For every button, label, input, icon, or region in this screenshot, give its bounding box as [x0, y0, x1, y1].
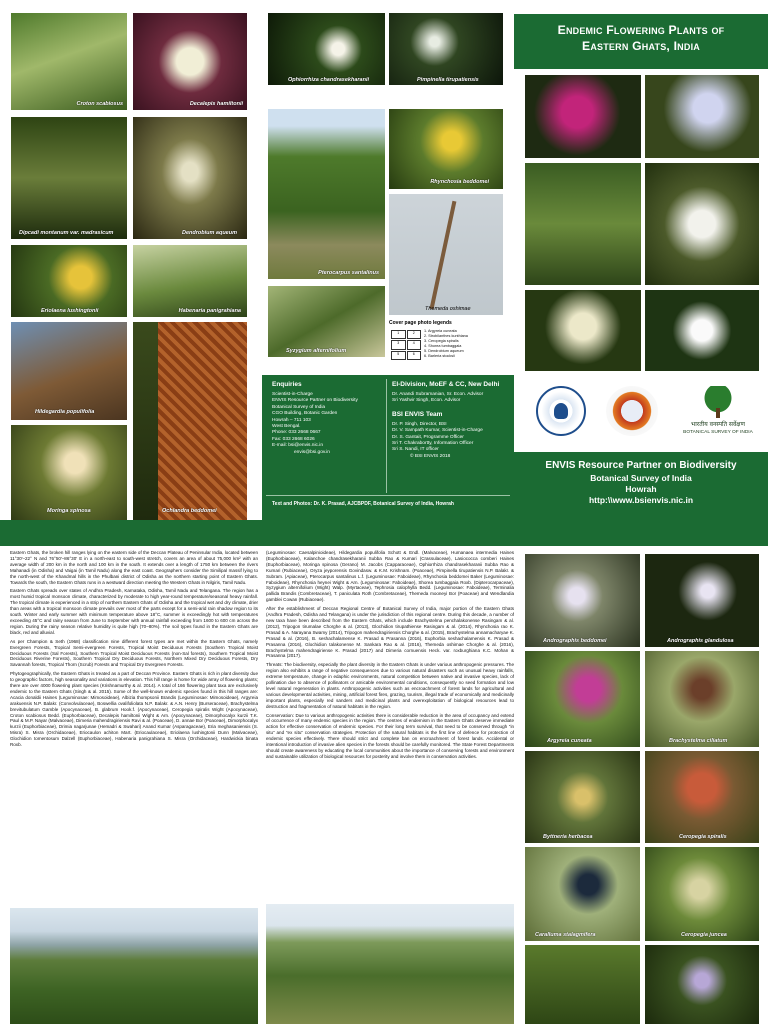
eidiv-divider — [386, 379, 387, 493]
eidiv-section — [392, 381, 512, 460]
panel-photo-grid-2 — [262, 0, 514, 520]
caption: Pterocarpus santalinus — [318, 270, 379, 276]
enquiry-line: CGO Building, Botanic Garden — [272, 411, 338, 417]
photo-hildegardia — [11, 322, 127, 420]
caption: Habenaria panigrahiana — [178, 308, 241, 314]
paragraph: Phytogeographically, the Eastern Ghats is treated as a part of Deccan Province. Eastern Ghats is rich in plant diversity due to geographic factors, high seasonality and variations in elevation. This hill range is home for wide array of flowering plants; there are over 4000 flowering plant species (Krishnamurthy & al. 2014). A total of 166 flowering plant taxa are exclusively endemic to the Eastern Ghats (Singh & al. 2015). Some of the well-known endemic species found in this hill ranges are: Acacia donaldii Haines (Leguminosae: Mimosoideae), Albizia thompsonii Brandis (Leguminosae: Mimosoideae), Argyreia arakuensis N.P. Balakr. (Convolvulaceae), Boswellia ovalifoliolata N.P. Balakr. & A.N. Henry (Burseraceae), Brachystelma brevitubulatum Gamble (Apocynaceae), B. glabrum Hook.f. (Apocynaceae), Ceropegia spiralis Wight (Apocynaceae), Croton scabiosus Bedd. (Euphorbiaceae), Decalepis hamiltonii Wight & Arn. (Apocynaceae), Dimorphocalyx kurzii T.K. Paul & M.P. Nayar (Malvaceae), Dimeria mahendragiriensis Ravi & al. (Poaceae), D. annae Bor (Poaceae), Dimorphocalyx kurzii (Euphorbiaceae), Drimia nagarjunae (Hemadri & Swahari) Anand Kumar (Asparagaceae), Eria meghasaniensis (S. Misra) S. Misra (Orchidaceae), Eriocaulon achiton Mart. (Eriocaulaceae), Eriolaena lushingtonii Dunn (Malvaceae), Glochidion tomentosum Dalzell (Euphorbiaceae), Habenaria panigrahiana S. Misra (Orchidaceae), Hardwickia binata Roxb. — [10, 671, 258, 748]
bsi-trunk — [716, 408, 720, 418]
caption: Ophiorrhiza chandrasekharanii — [288, 77, 369, 83]
legend-item: 6. Barleria stocksii — [424, 354, 455, 359]
partner-url[interactable]: http:\\www.bsienvis.nic.in — [588, 495, 694, 505]
partner-line1: ENVIS Resource Partner on Biodiversity — [545, 460, 737, 471]
legend-item: 2. Strobilanthes kunthiana — [424, 334, 468, 339]
legend-list — [424, 329, 468, 360]
photo-eriolaena — [11, 245, 127, 317]
legend-item: 1. Argyreia cuneata — [424, 329, 457, 333]
photo-croton — [11, 13, 127, 110]
enquiry-line: Phone: 033 2668 0667 — [272, 430, 321, 436]
photo-byttneria — [525, 751, 640, 843]
credit-line: Text and Photos: Dr. K. Prasad, AJCBPDF, Botanical Survey of India, Howrah — [272, 501, 454, 507]
caption: Ceropegia spiralis — [679, 834, 727, 840]
cover-photo-2 — [645, 75, 759, 158]
caption: Andrographis glandulosa — [667, 638, 734, 644]
photo-andrographis-glandulosa — [645, 554, 759, 647]
photo-bottom-right — [645, 945, 759, 1024]
enquiry-line: Fax: 033 2668 6026 — [272, 436, 315, 442]
team-line: Dr. V. Sampath Kumar, Scientist-in-Charge — [392, 428, 483, 434]
paragraph: After the establishment of Deccan Regional Centre of Botanical Survey of India, major portion of the Eastern Ghats (Andhra Pradesh, Odisha and Telangana) is under the jurisdiction of this regional centre. During this decade, a number of new taxa have been described from the Eastern Ghats, which include Brachystelma penchalakonense Rasingam & al. (2012), Tripogon tirumalae Chorghe & al. (2013), Glochidion tirupathiense Rasingam & al. (2014), Rhynchosia rao K. Prasad & A. Narayana Swamy (2014), Tripogon mahendragiriensis Chorghe & al. (2015), Brachystelma annamacharyae K. Prasad & al. (2016), B. seshachalamense K. Prasad & Prasanna (2016), Euphorbia seshachalamensis K. Prasad & Prasanna (2016), Glochidion talakonense M. Sankara Rao & al. (2016), Themeda oshimae Chorghe & al. (2016), Brachystelma mahendragiriense K. Prasad (2017) and Dimeria cornuensis Heck. var. roxburghiana K.C. Mohan & Prasanna (2017). — [266, 606, 514, 659]
enquiry-line: Howrah – 711 103 — [272, 417, 311, 423]
caption: Syzygium alternifolium — [286, 348, 347, 354]
logo-envis — [536, 386, 586, 436]
copyright: © BSI ENVIS 2018 — [410, 453, 451, 459]
paragraph: Conservation: Due to various anthropogenic activities there is considerable reduction in the area of occupancy and extend of occurrence of many endemic species in the region. The centres of endemism in the Eastern Ghats deserve immediate action for effective conservation of endemic species. For their long term survival, that need to be conserved through “in situ” and “ex situ” conservation strategies. Protection of the natural habitats is the first line of defence for protection of endemic species effectively. There should strict and complete ban on encroachment of forest lands. Accidental or intentional introduction of invasive alien species in the forests should be carefully monitored. The State Forest Departments should create awareness by educating the local communities about the importance of conserving forests and environment and sustainable utilization of biological resources for posterity and involve them in conservation activities. — [266, 712, 514, 759]
cover-legend — [389, 320, 507, 370]
caption: Themeda oshimae — [425, 306, 471, 312]
photo-dipcadi — [11, 117, 127, 239]
partner-banner — [514, 452, 768, 520]
photo-bottom-left — [525, 945, 640, 1024]
cover-photo-4 — [645, 163, 759, 285]
photo-themeda — [389, 194, 503, 315]
logo-bsi — [676, 386, 760, 440]
enquiry-email[interactable]: E-mail: bsi@envis.nic.in — [272, 443, 323, 449]
team-line: Dr. S. Gantait, Programme Officer — [392, 434, 464, 440]
photo-caralluma — [525, 847, 640, 941]
enquiries-title: Enquiries — [272, 381, 302, 388]
enquiry-line: Botanical Survey of India — [272, 404, 326, 410]
enquiry-line: ENVIS Resource Partner on Biodiversity — [272, 398, 358, 404]
eidiv-line: Dr. Anandi Subramanian, Sr. Econ. Advisor — [392, 392, 484, 397]
photo-brachystelma — [645, 651, 759, 747]
team-line: Dr. P. Singh, Director, BSI — [392, 421, 447, 427]
cover-legend-title: Cover page photo legends — [389, 320, 452, 326]
photo-ceropegia-juncea — [645, 847, 759, 941]
caption: Argyreia cuneata — [547, 738, 592, 744]
paragraph: (Leguminosae: Caesalpinioideae), Hildegardia populifolia Schott & Endl. (Malvaceae), Humanaea intermedia Haines (Euphorbiaceae), Kalanchoe chandrasekharanii Subba Rao & Kumari (Crassulaceae), Lasiococca comberi Haines (Euphorbiaceae), Moringa spinosa (Gerano) M. Jacobs (Capparaceae), Ophiorrhiza chandrasekharanii Subba Rao & Kumari (Rubiaceae), Oryza jeyporensis Govindasw. & K.M. Krishnam. (Poaceae), Pimpinella tirupatiensis N.P. Balakr. & Subram. (Apiaceae), Pterocarpus santalinus L.f. (Leguminosae: Faboideae), Rhynchosia beddomei Baker (Leguminosae: Faboideae), Rhynchosia heynei Wight & Arn. (Leguminosae: Faboideae), Shorea tumbaggaia Roxb. (Dipterocarpaceae), Syzygium alternifolium (Wight) Walp. (Myrtaceae), Tephrosia calophylla Bedd. (Leguminosae: Faboideae), Terminalia pallida Brandis (Combretaceae), T. paniculata Roth (Combretaceae), Themeda mooneyi Bor (Poaceae) and Wendlandia gamblei Cowan (Rubiaceae). — [266, 550, 514, 603]
caption: Ceropegia juncea — [681, 932, 727, 938]
photo-manis — [133, 322, 158, 520]
photo-argyreia — [525, 651, 640, 747]
paragraph: Eastern Ghats, the broken hill ranges lying on the eastern side of the Deccan Plateau of Peninsular India, located between 11°30'–22° N and 76°50'–86°30' E in a north-east to south-west stretch, covers an area of about 75,000 km² with an average width of 200 km in the north and 100 km in the south. It extends over a length of 1750 km between the rivers Mahanadi (in Odisha) and Vaigai (in Tamil Nadu) along the east coast. Geographers consider the Similipal massif lying to the north-west of the Khandmal hills in the Phulbani district of Odisha as the northern starting point of Eastern Ghats. Towards the south, the Eastern Ghats runs in a westward direction meeting the Western Ghats in Nilgiris, Tamil Nadu. — [10, 550, 258, 585]
panel-photo-grid-1 — [0, 0, 262, 520]
photo-syzygium — [268, 286, 385, 357]
cover-photo-1 — [525, 75, 641, 158]
paragraph: As per Champion & Seth (1968) classification nine different forest types are met within the Eastern Ghats, namely Evergreen Forests, Tropical Semi-evergreen Forests, Tropical Moist Deciduous Forests (Southern Tropical Moist Deciduous Forests (Sal Forests), Southern Tropical Moist Deciduous Forests (non-Sal forests), Southern Tropical Moist Deciduous Riverine Forests), Southern Tropical Dry Deciduous Forests, Northern Mixed Dry Deciduous Forests, Dry Savannah forests, Tropical Thorn (Scrub) Forests and Tropical Dry Evergreen Forests. — [10, 638, 258, 668]
enquiry-line: West Bengal. — [272, 424, 301, 430]
enquiry-email[interactable]: envis@bsi.gov.in — [294, 449, 330, 455]
cover-photo-6 — [645, 290, 759, 371]
legend-item: 5. Dendrobium aqueum — [424, 349, 464, 354]
cover-title-banner — [514, 14, 768, 69]
legend-item: 4. Shorea tumbaggaia — [424, 344, 462, 349]
caption: Dendrobium aqueum — [181, 230, 237, 236]
paragraph: Threats: The biodiversity, especially the plant diversity in the Eastern Ghats is under various anthropogenic pressures. The region also exhibits a range of negative consequences due to various natural disasters such as unusual heavy rainfalls, extreme temperature, change in edaphic environments, natural competition between native and invasive species, lack of pollination due to absence of pollinators or amicable environmental conditions, consequently no seed formation and low level natural regeneration in plants. Anthropogenic activities such as encroachment of forest lands for agricultural and various developmental activities, mining, artificial forest fires, grazing, tourism, illegal trade of economically and medicinally important plants, especially red sanders and medicinal plants and overexploitation of biological resources lead to destruction and fragmentation of natural habitats in the region. — [266, 662, 514, 709]
cover-title-line2: Eastern Ghats, India — [582, 39, 700, 53]
paragraph: Eastern Ghats spreads over states of Andhra Pradesh, Karnataka, Odisha, Tamil Nadu and Telangana. The region has a most humid tropical monsoon climate, characterized by moderate to high year-round temperature/seasonal heavy rainfall. The tropical climate is experienced in a strip of northern Eastern Ghats of Odisha and the tropical wet and dry climate, drier than areas with a tropical monsoon climate prevails over most of the parts except for a semi-arid rain shadow region to its south. Winter and early summer with minimum temperature above 18°C, summer is exceedingly hot with temperatures exceeding 45°C and rainy season from June to September with annual rainfall exceeding from 1600 to 600 cm across the region. During the rainy season relative humidity is quite high (70–80%). The soil types found in the Eastern Ghats are black, red and alluvial. — [10, 588, 258, 635]
photo-ceropegia-spiralis — [645, 751, 759, 843]
photo-moringa — [11, 425, 127, 520]
caption: Byttneria herbacea — [543, 834, 593, 840]
partner-line2: Botanical Survey of India — [590, 473, 692, 483]
logo-moef — [606, 386, 658, 436]
text-column-1 — [10, 550, 258, 904]
eidiv-line: Sri Yashvir Singh, Econ. Advisor — [392, 398, 461, 404]
cover-photo-5 — [525, 290, 641, 371]
caption: Andrographis beddomei — [543, 638, 607, 644]
contact-box — [262, 375, 514, 520]
team-line: Sri T. Chakrabortty, Information Officer — [392, 441, 474, 447]
caption: Pimpinella tirupatiensis — [417, 77, 479, 83]
eidiv-title: EI-Division, MoEF & CC, New Delhi — [392, 381, 500, 388]
photo-ophiorrhiza — [268, 13, 385, 85]
caption: Rhynchosia beddomei — [430, 179, 489, 185]
partner-line3: Howrah — [625, 484, 657, 494]
text-column-2 — [266, 550, 514, 904]
photo-decalepis — [133, 13, 247, 110]
enquiries-section — [272, 381, 384, 456]
photo-habenaria — [133, 245, 247, 317]
bsi-hindi-label: भारतीय वनस्पति सर्वेक्षण — [691, 421, 745, 428]
team-line: Sri S. Nandi, IT officer — [392, 447, 439, 453]
photo-rhynchosia — [389, 109, 503, 189]
legend-item: 3. Ceropegia spiralis — [424, 339, 459, 344]
enquiry-line: Scientist-in-Charge — [272, 392, 313, 397]
legend-grid: 1 2 3 4 5 6 — [391, 330, 421, 360]
bottom-spread — [0, 520, 768, 1024]
landscape-photo-2 — [266, 904, 514, 1024]
caption: Croton scabiosus — [76, 101, 123, 107]
logo-envis-center — [554, 403, 568, 419]
caption: Ochlandra beddomei — [162, 508, 217, 514]
photo-ochlandra — [158, 322, 247, 520]
caption: Caralluma stalagmifera — [535, 932, 596, 938]
cover-photo-3 — [525, 163, 641, 285]
photo-pimpinella — [389, 13, 503, 85]
team-title: BSI ENVIS Team — [392, 410, 443, 418]
caption: Brachystelma ciliatum — [669, 738, 728, 744]
photo-andrographis-beddomei — [525, 554, 640, 647]
caption: Eriolaena lushingtonii — [41, 308, 99, 314]
cover-panel — [514, 0, 768, 520]
credit-rule — [266, 495, 510, 496]
bsi-english-label: BOTANICAL SURVEY OF INDIA — [683, 430, 753, 435]
caption: Moringa spinosa — [47, 508, 91, 514]
caption: Decalepis hamiltonii — [189, 101, 243, 107]
landscape-photo-1 — [10, 908, 258, 1024]
photo-dendrobium — [133, 117, 247, 239]
caption: Dipcadi montanum var. madrasicum — [19, 230, 114, 236]
caption: Hildegardia populifolia — [35, 409, 95, 415]
photo-pterocarpus — [268, 109, 385, 279]
bottom-top-strip — [0, 520, 768, 546]
cover-title-line1: Endemic Flowering Plants of — [557, 23, 725, 37]
grass-stem — [430, 201, 457, 309]
